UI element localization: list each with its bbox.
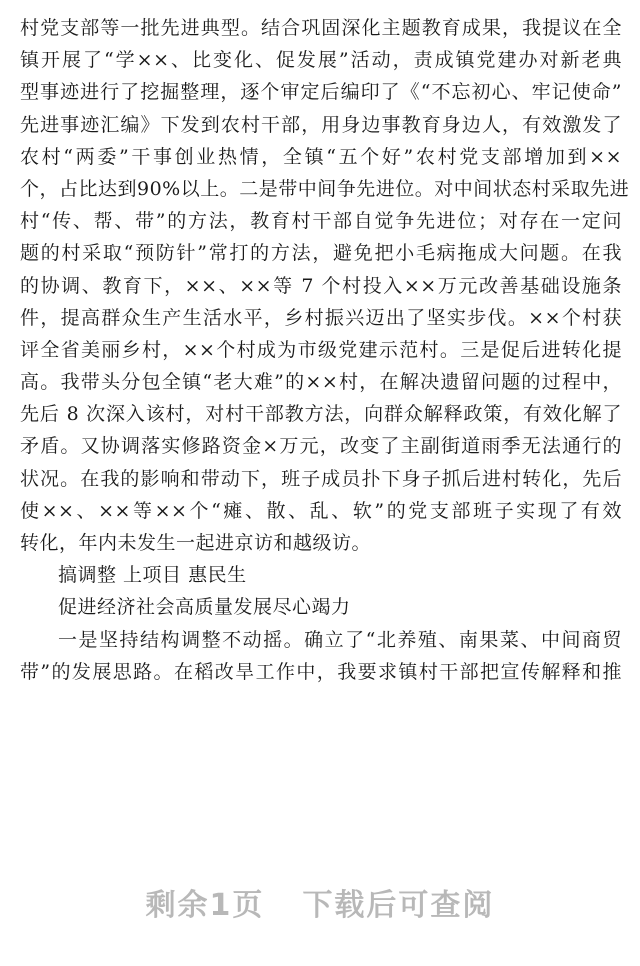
- text-line: 村“传、帮、带”的方法，教育村干部自觉争先进位；对存在一定问: [20, 210, 622, 233]
- text-line: 先进事迹汇编》下发到农村干部，用身边事教育身边人，有效激发了: [20, 113, 622, 136]
- text-line: 使××、××等××个“瘫、散、乱、软”的党支部班子实现了有效: [20, 499, 622, 522]
- text-line: 评全省美丽乡村，××个村成为市级党建示范村。三是促后进转化提: [20, 338, 622, 361]
- section-subheading: 促进经济社会高质量发展尽心竭力: [58, 596, 351, 619]
- text-line: 村党支部等一批先进典型。结合巩固深化主题教育成果，我提议在全: [20, 17, 622, 39]
- text-line: 带”的发展思路。在稻改旱工作中，我要求镇村干部把宣传解释和推: [20, 660, 622, 683]
- text-line: 农村“两委”干事创业热情，全镇“五个好”农村党支部增加到××: [20, 145, 622, 168]
- text-line: 镇开展了“学××、比变化、促发展”活动，责成镇党建办对新老典: [20, 49, 622, 72]
- text-line: 矛盾。又协调落实修路资金×万元，改变了主副街道雨季无法通行的: [20, 435, 622, 458]
- remaining-pages-label: 剩余1页: [145, 888, 265, 923]
- text-line: 个，占比达到90%以上。二是带中间争先进位。对中间状态村采取先进: [20, 177, 630, 200]
- paragraph-2: [20, 624, 622, 688]
- text-line: 状况。在我的影响和带动下，班子成员扑下身子抓后进村转化，先后: [20, 467, 622, 490]
- download-banner[interactable]: [0, 880, 640, 924]
- text-line: 一是坚持结构调整不动摇。确立了“北养殖、南果菜、中间商贸: [58, 628, 622, 651]
- text-line: 型事迹进行了挖掘整理，逐个审定后编印了《“不忘初心、牢记使命”: [20, 81, 622, 104]
- text-line: 件，提高群众生产生活水平，乡村振兴迈出了坚实步伐。××个村获: [20, 306, 622, 329]
- text-line: 的协调、教育下，××、××等 7 个村投入××万元改善基础设施条: [20, 274, 622, 297]
- download-to-view-label: 下载后可查阅: [302, 888, 495, 923]
- text-line: 题的村采取“预防针”常打的方法，避免把小毛病拖成大问题。在我: [20, 242, 622, 265]
- text-line: 转化，年内未发生一起进京访和越级访。: [20, 532, 372, 554]
- text-line: 高。我带头分包全镇“老大难”的××村，在解决遗留问题的过程中，: [20, 371, 622, 394]
- section-heading: 搞调整 上项目 惠民生: [58, 564, 247, 587]
- paragraph-1: [20, 12, 630, 559]
- document-page: [20, 12, 630, 688]
- text-line: 先后 8 次深入该村，对村干部教方法，向群众解释政策，有效化解了: [20, 403, 622, 426]
